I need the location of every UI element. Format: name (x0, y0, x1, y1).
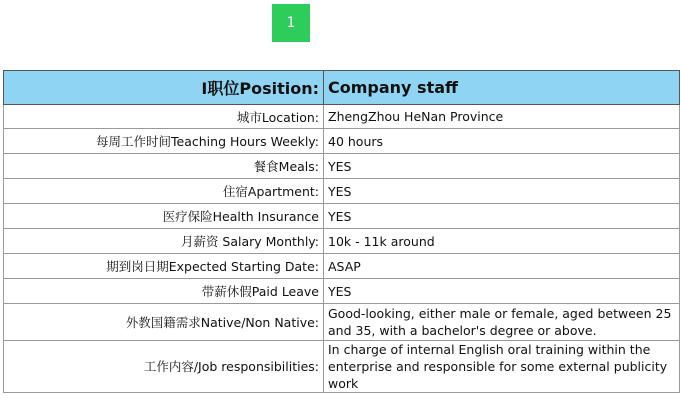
meals-label: 餐食Meals: (4, 154, 324, 179)
table-row-apartment (4, 179, 680, 204)
apartment-value: YES (324, 179, 680, 204)
responsibilities-value: In charge of internal English oral training within the enterprise and responsible for some external publicity work (324, 341, 680, 393)
table-row-meals (4, 154, 680, 179)
salary-value: 10k - 11k around (324, 229, 680, 254)
paid-leave-label: 带薪休假Paid Leave (4, 279, 324, 304)
start-date-value: ASAP (324, 254, 680, 279)
location-label: 城市Location: (4, 105, 324, 129)
insurance-label: 医疗保险Health Insurance (4, 204, 324, 229)
table-header-row (4, 71, 680, 105)
apartment-label: 住宿Apartment: (4, 179, 324, 204)
table-row-start-date (4, 254, 680, 279)
table-row-insurance (4, 204, 680, 229)
table-row-salary (4, 229, 680, 254)
nationality-label: 外教国籍需求Native/Non Native: (4, 304, 324, 341)
table-row-paid-leave (4, 279, 680, 304)
nationality-value: Good-looking, either male or female, aged between 25 and 35, with a bachelor's degree or above. (324, 304, 680, 341)
responsibilities-label: 工作内容/Job responsibilities: (4, 341, 324, 393)
table-row-location (4, 105, 680, 129)
table-row-responsibilities (4, 341, 680, 393)
location-value: ZhengZhou HeNan Province (324, 105, 680, 129)
table-row-nationality (4, 304, 680, 341)
hours-label: 每周工作时间Teaching Hours Weekly: (4, 129, 324, 154)
start-date-label: 期到岗日期Expected Starting Date: (4, 254, 324, 279)
meals-value: YES (324, 154, 680, 179)
hours-value: 40 hours (324, 129, 680, 154)
insurance-value: YES (324, 204, 680, 229)
page-number-badge[interactable]: 1 (272, 4, 310, 42)
position-value: Company staff (324, 71, 680, 105)
position-label: I职位Position: (4, 71, 324, 105)
salary-label: 月薪资 Salary Monthly: (4, 229, 324, 254)
paid-leave-value: YES (324, 279, 680, 304)
job-info-table (3, 70, 680, 393)
table-row-hours (4, 129, 680, 154)
